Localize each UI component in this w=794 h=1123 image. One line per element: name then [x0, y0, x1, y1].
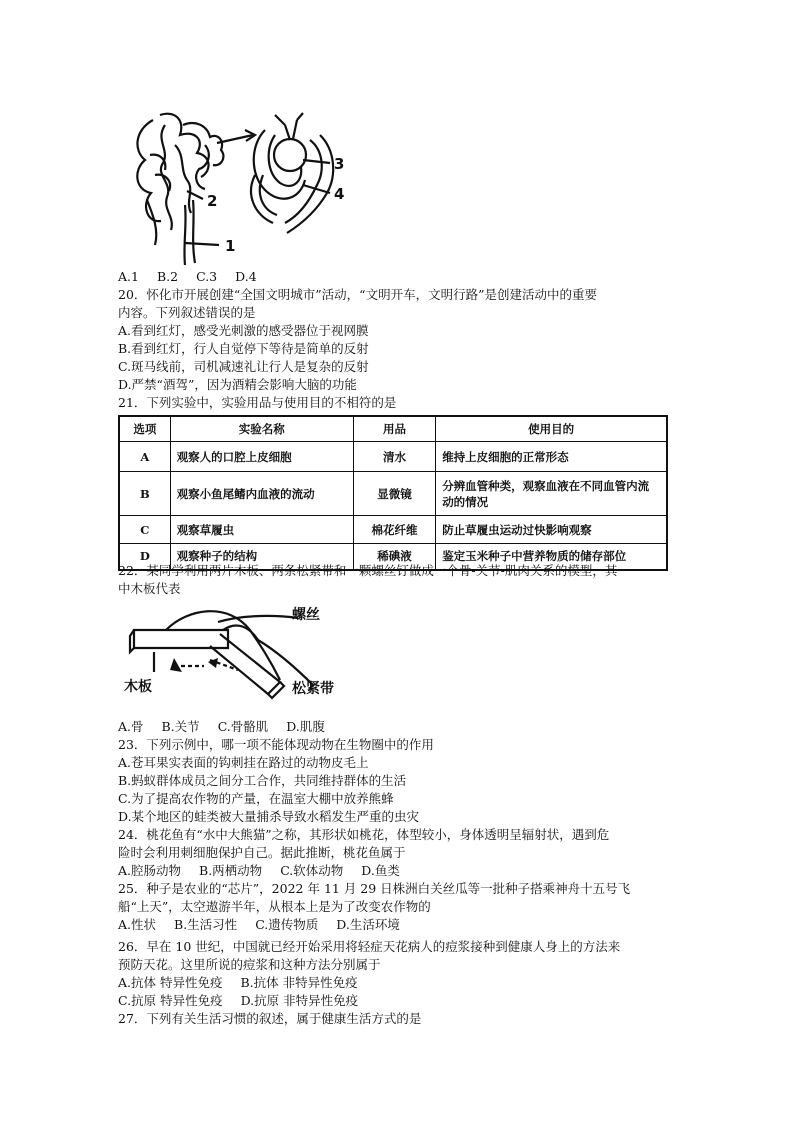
- q24-option-d: D.鱼类: [361, 863, 400, 878]
- q25-stem-line2: 船“上天”，太空遨游半年，从根本上是为了改变农作物的: [118, 899, 431, 914]
- q20-option-b: B.看到红灯，行人自觉停下等待是简单的反射: [118, 341, 369, 356]
- q25-option-d: D.生活环境: [336, 917, 400, 932]
- q26-option-a: A.抗体 特异性免疫: [118, 975, 223, 990]
- table-row: [119, 442, 667, 472]
- q24-option-c: C.软体动物: [280, 863, 344, 878]
- q22-options: [118, 718, 698, 736]
- kidney-label-4: 4: [334, 185, 345, 203]
- q24-options: [118, 862, 698, 880]
- table-header: 选项: [119, 416, 170, 442]
- table-cell: 清水: [353, 442, 435, 472]
- q20-option-a: A.看到红灯，感受光刺激的感受器位于视网膜: [118, 323, 369, 338]
- q26-stem-line1: 26．早在 10 世纪，中国就已经开始采用将轻症天花病人的痘浆接种到健康人身上的方法来: [118, 939, 621, 954]
- table-row: [119, 472, 667, 516]
- q25-stem-line1: 25．种子是农业的“芯片”，2022 年 11 月 29 日株洲白关丝瓜等一批种子搭乘神舟十五号飞: [118, 881, 631, 896]
- table-header-row: [119, 416, 667, 442]
- q22-option-a: A.骨: [118, 719, 144, 734]
- q19-option-c: C.3: [196, 269, 218, 284]
- table-cell: 分辨血管种类，观察血液在不同血管内流动的情况: [436, 472, 667, 516]
- table-cell: B: [119, 472, 170, 516]
- kidney-label-2: 2: [207, 192, 218, 210]
- table-cell: 观察草履虫: [170, 516, 353, 544]
- table-row: [119, 516, 667, 544]
- q26-options-row2: [118, 992, 698, 1010]
- q19-option-d: D.4: [235, 269, 257, 284]
- q27-stem: 27．下列有关生活习惯的叙述，属于健康生活方式的是: [118, 1011, 422, 1026]
- q20-option-c: C.斑马线前，司机减速礼让行人是复杂的反射: [118, 359, 369, 374]
- q26-option-b: B.抗体 非特异性免疫: [240, 975, 358, 990]
- experiment-table: [118, 415, 668, 571]
- q22-option-d: D.肌腹: [286, 719, 325, 734]
- table-cell: 观察种子的结构: [170, 544, 353, 570]
- kidney-figure: [125, 105, 355, 270]
- q22-stem-line2: 中木板代表: [118, 581, 181, 596]
- q25-option-a: A.性状: [118, 917, 157, 932]
- q26-options-row1: [118, 974, 698, 992]
- q24-stem-line1: 24．桃花鱼有“水中大熊猫”之称，其形状如桃花，体型较小，身体透明呈辐射状，遇到危: [118, 827, 610, 842]
- q26-stem-line2: 预防天花。这里所说的痘浆和这种方法分别属于: [118, 957, 381, 972]
- table-cell: 观察小鱼尾鳍内血液的流动: [170, 472, 353, 516]
- table-cell: D: [119, 544, 170, 570]
- label-elastic-band: 松紧带: [292, 681, 334, 697]
- q19-option-a: A.1: [118, 269, 139, 284]
- bone-joint-model-figure: [118, 600, 378, 710]
- q26-option-c: C.抗原 特异性免疫: [118, 993, 223, 1008]
- table-cell: 稀碘液: [353, 544, 435, 570]
- table-cell: 观察人的口腔上皮细胞: [170, 442, 353, 472]
- table-cell: 鉴定玉米种子中营养物质的储存部位: [436, 544, 667, 570]
- q23-option-a: A.苍耳果实表面的钩刺挂在路过的动物皮毛上: [118, 755, 369, 770]
- table-cell: A: [119, 442, 170, 472]
- q23-stem: 23．下列示例中，哪一项不能体现动物在生物圈中的作用: [118, 737, 434, 752]
- table-cell: 棉花纤维: [353, 516, 435, 544]
- label-screw: 螺丝: [292, 607, 320, 623]
- q23-option-d: D.某个地区的蛙类被大量捕杀导致水稻发生严重的虫灾: [118, 809, 420, 824]
- q23-option-c: C.为了提高农作物的产量，在温室大棚中放养熊蜂: [118, 791, 394, 806]
- q26-option-d: D.抗原 非特异性免疫: [240, 993, 359, 1008]
- q20-option-d: D.严禁“酒驾”，因为酒精会影响大脑的功能: [118, 377, 357, 392]
- q22-option-b: B.关节: [161, 719, 200, 734]
- q22-stem-line1: 22．某同学利用两片木板、两条松紧带和一颗螺丝钉做成一个骨-关节-肌肉关系的模型，其: [118, 563, 618, 578]
- table-cell: 显微镜: [353, 472, 435, 516]
- table-header: 用品: [353, 416, 435, 442]
- q20-stem-line1: 20．怀化市开展创建“全国文明城市”活动，“文明开车，文明行路”是创建活动中的重要: [118, 287, 597, 302]
- table-cell: 维持上皮细胞的正常形态: [436, 442, 667, 472]
- q25-option-b: B.生活习性: [174, 917, 238, 932]
- q20-stem-line2: 内容。下列叙述错误的是: [118, 305, 256, 320]
- q19-options: [118, 268, 698, 286]
- table-header: 实验名称: [170, 416, 353, 442]
- q19-option-b: B.2: [156, 269, 179, 284]
- kidney-label-1: 1: [225, 237, 236, 255]
- table-header: 使用目的: [436, 416, 667, 442]
- q22-option-c: C.骨骼肌: [217, 719, 269, 734]
- q25-option-c: C.遗传物质: [255, 917, 319, 932]
- kidney-label-3: 3: [334, 155, 345, 173]
- q24-stem-line2: 险时会利用刺细胞保护自己。据此推断，桃花鱼属于: [118, 845, 406, 860]
- q23-option-b: B.蚂蚁群体成员之间分工合作，共同维持群体的生活: [118, 773, 407, 788]
- table-cell: 防止草履虫运动过快影响观察: [436, 516, 667, 544]
- q25-options: [118, 916, 698, 934]
- label-board: 木板: [124, 679, 152, 695]
- q24-option-b: B.两栖动物: [199, 863, 263, 878]
- q24-option-a: A.腔肠动物: [118, 863, 182, 878]
- q21-stem: 21．下列实验中，实验用品与使用目的不相符的是: [118, 395, 397, 410]
- table-cell: C: [119, 516, 170, 544]
